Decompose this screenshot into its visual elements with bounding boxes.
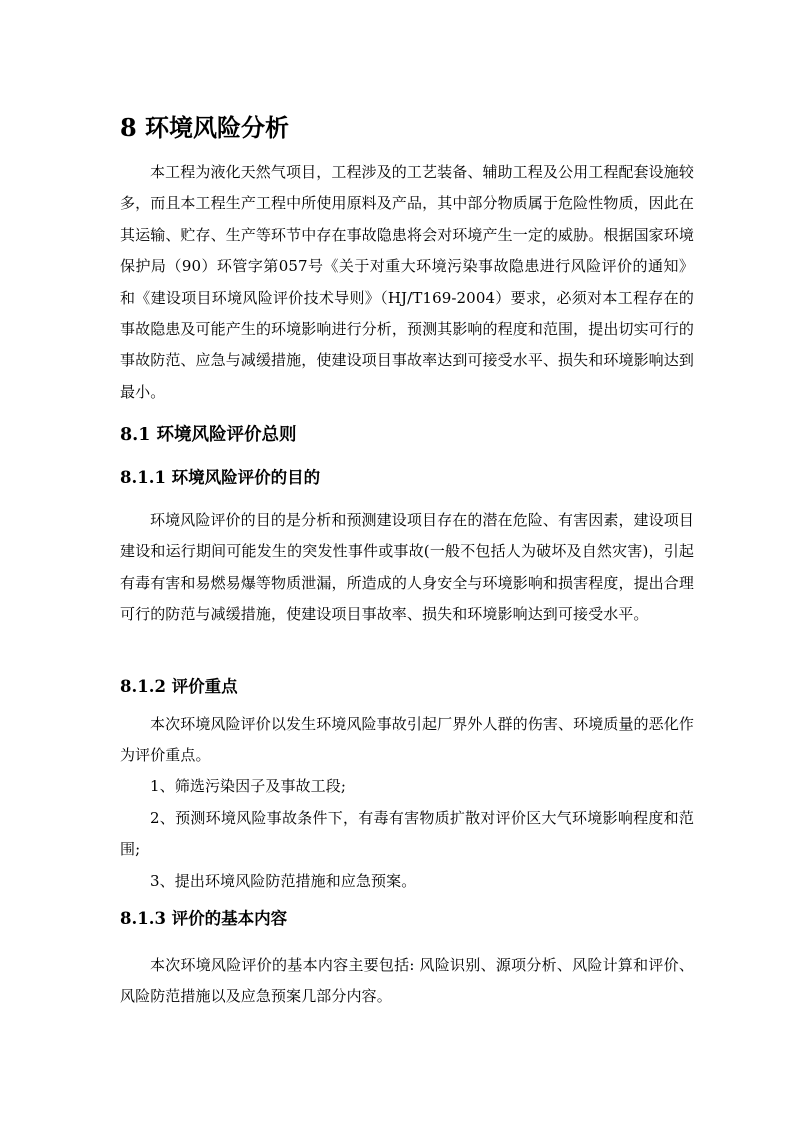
intro-paragraph: 本工程为液化天然气项目，工程涉及的工艺装备、辅助工程及公用工程配套设施较多，而且本工程生产工程中所使用原料及产品，其中部分物质属于危险性物质，因此在其运输、贮存、生产等环节中存在事故隐患将会对环境产生一定的威胁。根据国家环境保护局（90）环管字第057号《关于对重大环境污染事故隐患进行风险评价的通知》和《建设项目环境风险评价技术导则》（HJ/T169-2004）要求，必须对本工程存在的事故隐患及可能产生的环境影响进行分析，预测其影响的程度和范围，提出切实可行的事故防范、应急与减缓措施，使建设项目事故率达到可接受水平、损失和环境影响达到最小。	[120, 163, 694, 401]
subsection-8-1-1-paragraph: 环境风险评价的目的是分析和预测建设项目存在的潜在危险、有害因素，建设项目建设和运行期间可能发生的突发性事件或事故(一般不包括人为破坏及自然灾害)，引起有毒有害和易燃易爆等物质泄漏，所造成的人身安全与环境影响和损害程度，提出合理可行的防范与减缓措施，使建设项目事故率、损失和环境影响达到可接受水平。	[120, 511, 694, 624]
chapter-heading: 8 环境风险分析	[120, 113, 290, 142]
section-heading-8-1: 8.1 环境风险评价总则	[120, 425, 297, 445]
subsection-heading-8-1-3: 8.1.3 评价的基本内容	[120, 909, 288, 928]
subsection-heading-8-1-1: 8.1.1 环境风险评价的目的	[120, 468, 321, 487]
subsection-8-1-2-paragraph: 本次环境风险评价以发生环境风险事故引起厂界外人群的伤害、环境质量的恶化作为评价重点。	[120, 715, 694, 765]
subsection-8-1-3-paragraph: 本次环境风险评价的基本内容主要包括: 风险识别、源项分析、风险计算和评价、风险防范措施以及应急预案几部分内容。	[120, 956, 694, 1006]
list-item: 3、提出环境风险防范措施和应急预案。	[150, 872, 417, 890]
list-item: 1、筛选污染因子及事故工段;	[150, 777, 346, 795]
list-item: 2、预测环境风险事故条件下，有毒有害物质扩散对评价区大气环境影响程度和范围;	[120, 809, 694, 859]
subsection-heading-8-1-2: 8.1.2 评价重点	[120, 677, 238, 696]
